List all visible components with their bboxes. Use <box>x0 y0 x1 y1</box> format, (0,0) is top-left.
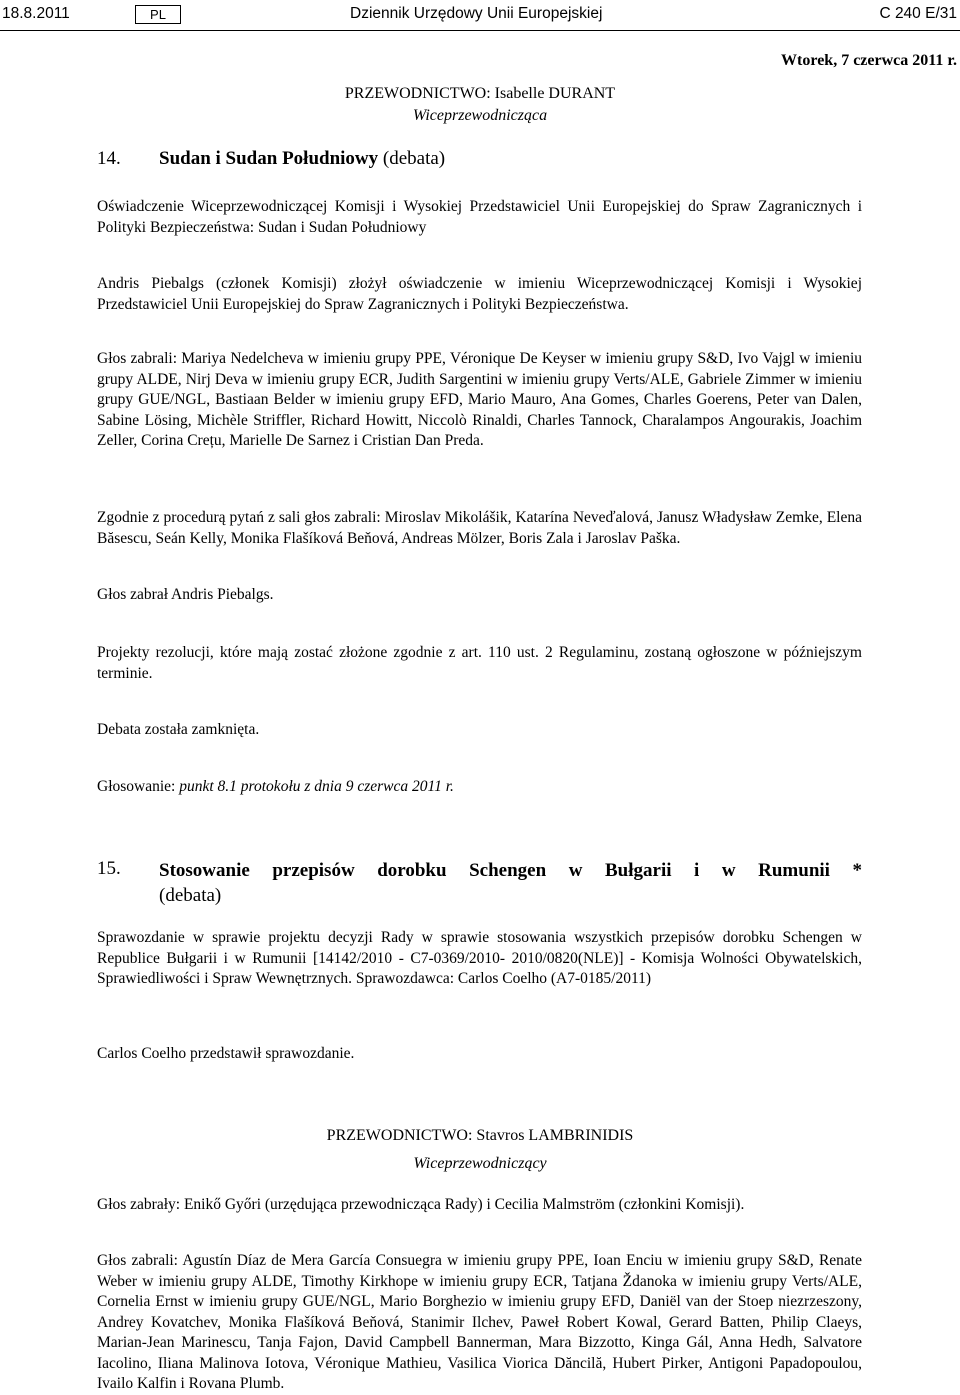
page-header <box>0 3 960 27</box>
journal-title: Dziennik Urzędowy Unii Europejskiej <box>350 5 603 22</box>
chair-role: Wiceprzewodniczący <box>413 1155 547 1172</box>
chair-line: PRZEWODNICTWO: Isabelle DURANT <box>344 85 616 102</box>
chair-role: Wiceprzewodnicząca <box>412 107 548 124</box>
chair-line: PRZEWODNICTWO: Stavros LAMBRINIDIS <box>326 1127 634 1144</box>
item-15-paragraph: Sprawozdanie w sprawie projektu decyzji Rady w sprawie stosowania wszystkich przepisów dorobku Schengen w Republice Bułgarii i w Rumunii [14142/2010 - C7-0369/2010- 2010/0820(NLE)] - Komisja Wolności Obywatelskich, Sprawiedliwości i Spraw Wewnętrznych. Sprawozdawca: Carlos Coelho (A7-0185/2011) <box>97 929 862 987</box>
journal-reference: C 240 E/31 <box>879 5 957 22</box>
item-14-paragraph: Projekty rezolucji, które mają zostać złożone zgodnie z art. 110 ust. 2 Regulaminu, zostaną ogłoszone w późniejszym terminie. <box>97 644 862 682</box>
item-title-suffix: (debata) <box>378 148 446 169</box>
item-14-paragraph: Głos zabrał Andris Piebalgs. <box>97 586 274 603</box>
item-14-paragraph: Oświadczenie Wiceprzewodniczącej Komisji i Wysokiej Przedstawiciel Unii Europejskiej do Spraw Zagranicznych i Polityki Bezpieczeństwa: Sudan i Sudan Południowy <box>97 198 862 236</box>
item-title-suffix: (debata) <box>159 885 222 906</box>
header-rule <box>0 30 960 31</box>
publication-date: 18.8.2011 <box>2 5 70 22</box>
item-14-paragraph: Andris Piebalgs (członek Komisji) złożył oświadczenie w imieniu Wiceprzewodniczącej Komisji i Wysokiej Przedstawiciel Unii Europejskiej do Spraw Zagranicznych i Polityki Bezpieczeństwa. <box>97 275 862 313</box>
sitting-date: Wtorek, 7 czerwca 2011 r. <box>781 52 957 69</box>
closing-paragraph: Głos zabrały: Enikő Győri (urzędująca przewodnicząca Rady) i Cecilia Malmström (członkini Komisji). <box>97 1196 745 1213</box>
item-number: 14. <box>97 148 121 169</box>
vote-label: Głosowanie: <box>97 778 180 795</box>
vote-line <box>97 777 862 798</box>
language-badge: PL <box>135 5 181 24</box>
item-14-paragraph: Głos zabrali: Mariya Nedelcheva w imieniu grupy PPE, Véronique De Keyser w imieniu grupy S&D, Ivo Vajgl w imieniu grupy ALDE, Nirj Deva w imieniu grupy ECR, Judith Sargentini w imieniu grupy Verts/ALE, Gabriele Zimmer w imieniu grupy GUE/NGL, Bastiaan Belder w imieniu grupy EFD, Mario Mauro, Ana Gomes, Charles Goerens, Peter van Dalen, Sabine Lösing, Michèle Striffler, Richard Howitt, Niccolò Rinaldi, Charles Tannock, Charalampos Angourakis, Joachim Zeller, Corina Crețu, Marielle De Sarnez i Cristian Dan Preda. <box>97 350 862 449</box>
item-15-paragraph: Carlos Coelho przedstawił sprawozdanie. <box>97 1045 355 1062</box>
item-14-paragraph: Debata została zamknięta. <box>97 721 260 738</box>
item-14-paragraph: Zgodnie z procedurą pytań z sali głos zabrali: Miroslav Mikolášik, Katarína Neveďalová, Janusz Władysław Zemke, Elena Băsescu, Seán Kelly, Monika Flašíková Beňová, Andreas Mölzer, Boris Zala i Jaroslav Paška. <box>97 509 862 547</box>
vote-reference: punkt 8.1 protokołu z dnia 9 czerwca 2011 r. <box>179 778 454 795</box>
item-number: 15. <box>97 858 121 879</box>
closing-paragraph: Głos zabrali: Agustín Díaz de Mera García Consuegra w imieniu grupy PPE, Ioan Enciu w imieniu grupy S&D, Renate Weber w imieniu grupy ALDE, Timothy Kirkhope w imieniu grupy ECR, Tatjana Ždanoka w imieniu grupy Verts/ALE, Cornelia Ernst w imieniu grupy GUE/NGL, Mario Borghezio w imieniu grupy EFD, Daniël van der Stoep niezrzeszony, Andrey Kovatchev, Monika Flašíková Beňová, Stanimir Ilchev, Paweł Robert Kowal, Gerard Batten, Philip Claeys, Marian-Jean Marinescu, Tanja Fajon, David Campbell Bannerman, Mara Bizzotto, Kinga Gál, Anna Hedh, Salvatore Iacolino, Iliana Malinova Iotova, Véronique Mathieu, Vasilica Viorica Dăncilă, Hubert Pirker, Antigoni Papadopoulou, Ivailo Kalfin i Rovana Plumb. <box>97 1252 862 1392</box>
item-title: Sudan i Sudan Południowy <box>159 148 379 169</box>
item-title: Stosowanie przepisów dorobku Schengen w Bułgarii i w Rumunii * <box>159 860 862 881</box>
